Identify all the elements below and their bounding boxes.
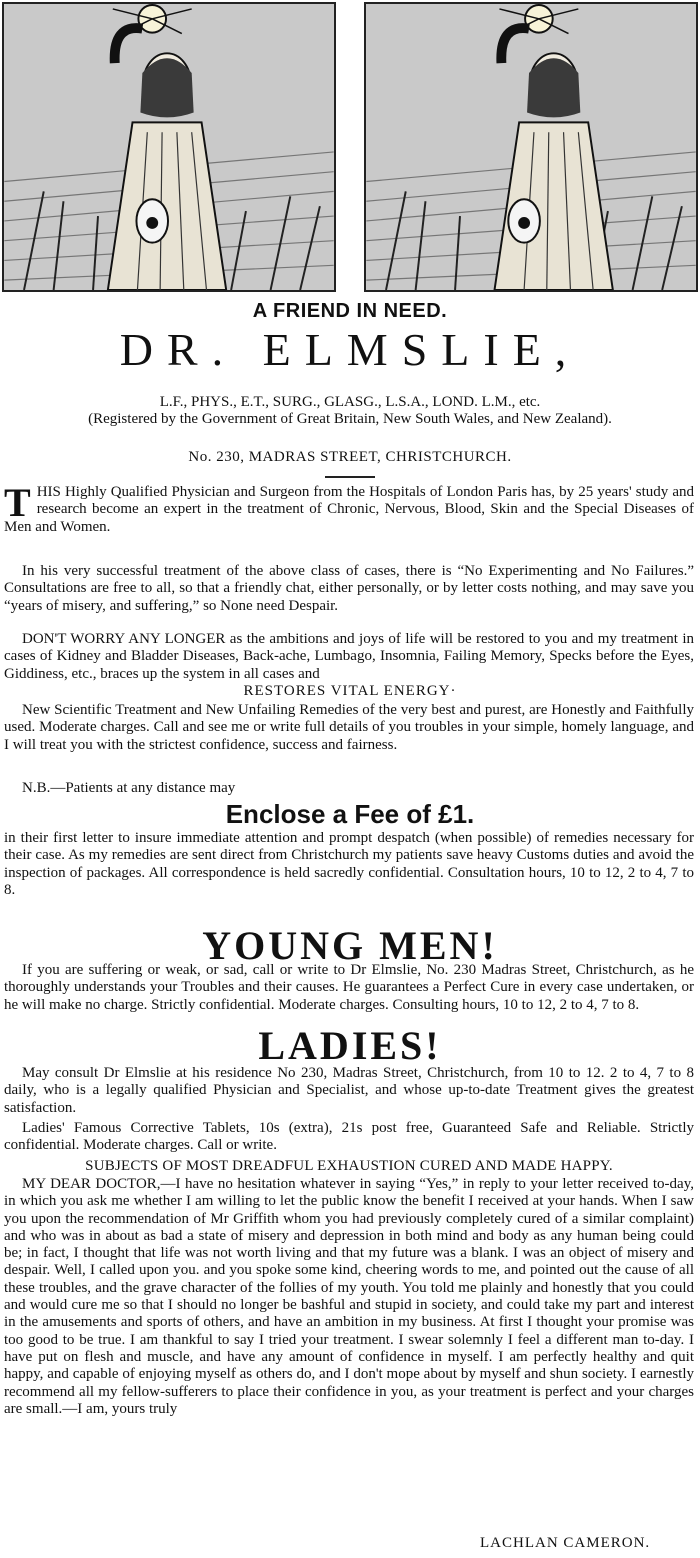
enclose-fee-heading: Enclose a Fee of £1. [225,799,475,829]
woman-with-lamp-illustration-left [2,2,336,292]
drop-cap: T [4,480,31,525]
ladies-paragraph: May consult Dr Elmslie at his residence No 230, Madras Street, Christchurch, from 10 to 12. 2 to 4, 7 to 8 daily, who is a legally qualified Physician and Specialist, and whose up-to-date Treatment gives the greatest satisfaction. [4,1065,694,1116]
street-address: No. 230, MADRAS STREET, CHRISTCHURCH. [188,449,512,465]
woman-with-lamp-illustration-right [364,2,698,292]
fee-paragraph: in their first letter to insure immediate attention and prompt despatch (when possible) of remedies necessary for their case. As my remedies are sent direct from Christchurch my patients save heavy Customs duties and avoid the inspection of packages. All correspondence is held sacredly confidential. Consultation hours, 10 to 12, 2 to 4, 7 to 8. [4,830,694,898]
dont-worry-paragraph: DON'T WORRY ANY LONGER as the ambitions and joys of life will be restored to you and my treatment in cases of Kidney and Bladder Diseases, Back-ache, Lumbago, Insomnia, Failing Memory, Specks before the Eyes, Giddiness, etc., braces up the system in all cases and [4,631,694,682]
nb-note: N.B.—Patients at any distance may [22,780,236,796]
woman-with-lamp-icon [366,4,696,290]
treatment-paragraph: In his very successful treatment of the above class of cases, there is “No Experimenting and No Failures.” Consultations are free to all, so that a friendly chat, either personally, or by letter costs nothing, and may save you “years of misery, and suffering,” so None need Despair. [4,563,694,614]
divider-rule [325,476,375,478]
ladies-heading: LADIES! [258,1023,442,1068]
intro-paragraph [4,480,694,536]
signature-name: LACHLAN CAMERON. [480,1535,651,1551]
intro-text: HIS Highly Qualified Physician and Surgeon from the Hospitals of London Paris has, by 25 years' study and research become an expert in the treatment of Chronic, Nervous, Blood, Skin and the Special Diseases of Men and Women. [4,484,694,535]
credentials-block [20,394,680,428]
credentials-registration: (Registered by the Government of Great Britain, New South Wales, and New Zealand). [88,411,612,427]
young-men-paragraph: If you are suffering or weak, or sad, call or write to Dr Elmslie, No. 230 Madras Street, Christchurch, as he thoroughly understands your Troubles and their causes. He guarantees a Perfect Cure in every case undertaken, or he will make no charge. Strictly confidential. Moderate charges. Consulting hours, 10 to 12, 2 to 4, 7 to 8. [4,962,694,1013]
woman-with-lamp-icon [4,4,334,290]
restores-vital-energy-heading: RESTORES VITAL ENERGY· [243,683,457,699]
testimonial-heading: SUBJECTS OF MOST DREADFUL EXHAUSTION CURED AND MADE HAPPY. [85,1158,613,1174]
scientific-treatment-paragraph: New Scientific Treatment and New Unfailing Remedies of the very best and purest, are Honestly and Faithfully used. Moderate charges. Call and see me or write full details of you troubles in your simple, homely language, and I will treat you with the strictest confidence, success and fairness. [4,702,694,753]
tablets-paragraph: Ladies' Famous Corrective Tablets, 10s (extra), 21s post free, Guaranteed Safe and Reliable. Strictly confidential. Moderate charges. Call or write. [4,1120,694,1154]
young-men-heading: YOUNG MEN! [202,923,498,968]
headline-friend-in-need: A FRIEND IN NEED. [252,300,448,322]
testimonial-letter: MY DEAR DOCTOR,—I have no hesitation whatever in saying “Yes,” in reply to your letter received to-day, in which you ask me whether I am willing to let the public know the benefit I received at your hands. When I saw you upon the recommendation of Mr Griffith whom you had previously completely cured of a similar complaint) and who was in about as bad a state of misery and depression in both mind and body as any human being could be; in fact, I thought that life was not worth living and that my future was a blank. I was an object of misery and despair. Well, I called upon you. and you spoke some kind, cheering words to me, and pointed out the cause of all these troubles, and the grave character of the follies of my youth. You told me plainly and honestly that you could and would cure me so that I should no longer be bashful and stupid in society, and could take my part and interest in the amusements and sports of others, and have an ambition in my business. At first I thought your promise was too good to be true. I am thankful to say I tried your treatment. I swear solemnly I feel a different man to-day. I have put on flesh and muscle, and have any amount of confidence in myself. I am perfectly healthy and quit happy, and capable of enjoying myself as others do, and I don't mope about by myself and shun society. I earnestly recommend all my fellow-sufferers to place their confidence in you, as your treatment is perfect and your charges are small.—I am, yours truly [4,1176,694,1417]
doctor-name-title: DR. ELMSLIE, [119,324,581,375]
credentials-degrees: L.F., PHYS., E.T., SURG., GLASG., L.S.A., LOND. L.M., etc. [159,394,541,410]
